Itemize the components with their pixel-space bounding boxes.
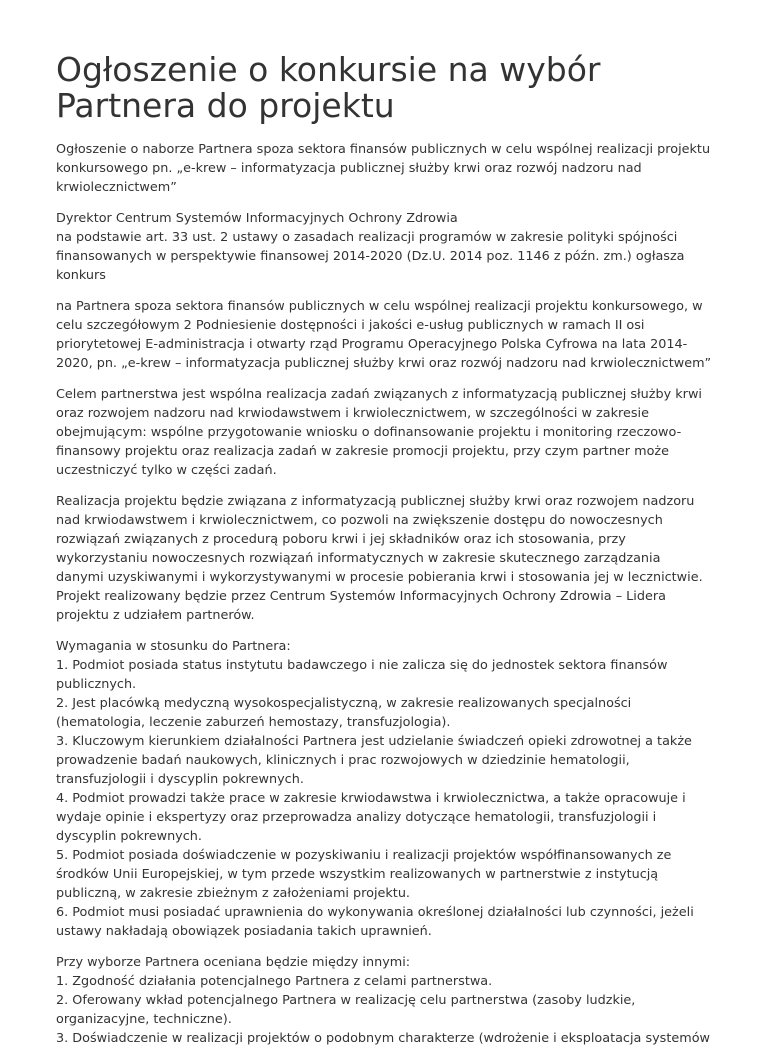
paragraph-line: 3. Doświadczenie w realizacji projektów o podobnym charakterze (wdrożenie i eksploatacja systemów <box>56 1031 710 1046</box>
paragraph-line: 1. Podmiot posiada status instytutu badawczego i nie zalicza się do jednostek sektora finansów publicznych. <box>56 658 668 692</box>
paragraph-line: 2. Jest placówką medyczną wysokospecjalistyczną, w zakresie realizowanych specjalności (hematologia, leczenie zaburzeń hemostazy, transfuzjologia). <box>56 696 632 730</box>
paragraph-line: 6. Podmiot musi posiadać uprawnienia do wykonywania określonej działalności lub czynności, jeżeli ustawy nakładają obowiązek posiadania takich uprawnień. <box>56 905 694 939</box>
paragraph <box>56 385 712 480</box>
paragraph-line: 5. Podmiot posiada doświadczenie w pozyskiwaniu i realizacji projektów współfinansowanych ze środków Unii Europejskiej, w tym przede wszystkim realizowanych w partnerstwie z instytucją publiczną, w zakresie zbieżnym z założeniami projektu. <box>56 848 672 901</box>
paragraph-line: Realizacja projektu będzie związana z informatyzacją publicznej służby krwi oraz rozwojem nadzoru nad krwiodawstwem i krwiolecznictwem, co pozwoli na zwiększenie dostępu do nowoczesnych rozwiązań związanych z procedurą poboru krwi i jej składników oraz ich stosowania, przy wykorzystaniu nowoczesnych rozwiązań informatycznych w zakresie skutecznego zarządzania danymi uzyskiwanymi i wykorzystywanymi w procesie pobierania krwi i stosowania jej w lecznictwie. <box>56 494 703 585</box>
paragraph-line: Przy wyborze Partnera oceniana będzie między innymi: <box>56 955 411 970</box>
paragraph-line: na Partnera spoza sektora finansów publicznych w celu wspólnej realizacji projektu konkursowego, w celu szczegółowym 2 Podniesienie dostępności i jakości e-usług publicznych w ramach II osi priorytetowej E-administracja i otwarty rząd Programu Operacyjnego Polska Cyfrowa na lata 2014-2020, pn. „e-krew – informatyzacja publicznej służby krwi oraz rozwój nadzoru nad krwiolecznictwem” <box>56 299 712 371</box>
paragraph-line: na podstawie art. 33 ust. 2 ustawy o zasadach realizacji programów w zakresie polityki spójności finansowanych w perspektywie finansowej 2014-2020 (Dz.U. 2014 poz. 1146 z późn. zm.) ogłasza konkurs <box>56 230 685 283</box>
paragraph <box>56 492 712 625</box>
document-body <box>56 140 712 1048</box>
paragraph-line: Dyrektor Centrum Systemów Informacyjnych Ochrony Zdrowia <box>56 211 458 226</box>
paragraph-line: Wymagania w stosunku do Partnera: <box>56 639 291 654</box>
paragraph <box>56 953 712 1048</box>
paragraph-line: 2. Oferowany wkład potencjalnego Partnera w realizację celu partnerstwa (zasoby ludzkie, organizacyjne, techniczne). <box>56 993 636 1027</box>
paragraph <box>56 637 712 941</box>
paragraph-line: 3. Kluczowym kierunkiem działalności Partnera jest udzielanie świadczeń opieki zdrowotnej a także prowadzenie badań naukowych, klinicznych i prac rozwojowych w dziedzinie hematologii, transfuzjologii i dyscyplin pokrewnych. <box>56 734 692 787</box>
paragraph-line: Celem partnerstwa jest wspólna realizacja zadań związanych z informatyzacją publicznej służby krwi oraz rozwojem nadzoru nad krwiodawstwem i krwiolecznictwem, w szczególności w zakresie obejmującym: wspólne przygotowanie wniosku o dofinansowanie projektu i monitoring rzeczowo-finansowy projektu oraz realizacja zadań w zakresie promocji projektu, przy czym partner może uczestniczyć tylko w części zadań. <box>56 387 702 478</box>
paragraph <box>56 140 712 197</box>
paragraph <box>56 209 712 285</box>
page-title: Ogłoszenie o konkursie na wybór Partnera do projektu <box>56 50 601 125</box>
paragraph-line: 1. Zgodność działania potencjalnego Partnera z celami partnerstwa. <box>56 974 493 989</box>
paragraph-line: 4. Podmiot prowadzi także prace w zakresie krwiodawstwa i krwiolecznictwa, a także opracowuje i wydaje opinie i ekspertyzy oraz przeprowadza analizy dotyczące hematologii, transfuzjologii i dyscyplin pokrewnych. <box>56 791 686 844</box>
paragraph-line: Projekt realizowany będzie przez Centrum Systemów Informacyjnych Ochrony Zdrowia – Lidera projektu z udziałem partnerów. <box>56 589 666 623</box>
paragraph <box>56 297 712 373</box>
paragraph-line: Ogłoszenie o naborze Partnera spoza sektora finansów publicznych w celu wspólnej realizacji projektu konkursowego pn. „e-krew – informatyzacja publicznej służby krwi oraz rozwój nadzoru nad krwiolecznictwem” <box>56 142 711 195</box>
